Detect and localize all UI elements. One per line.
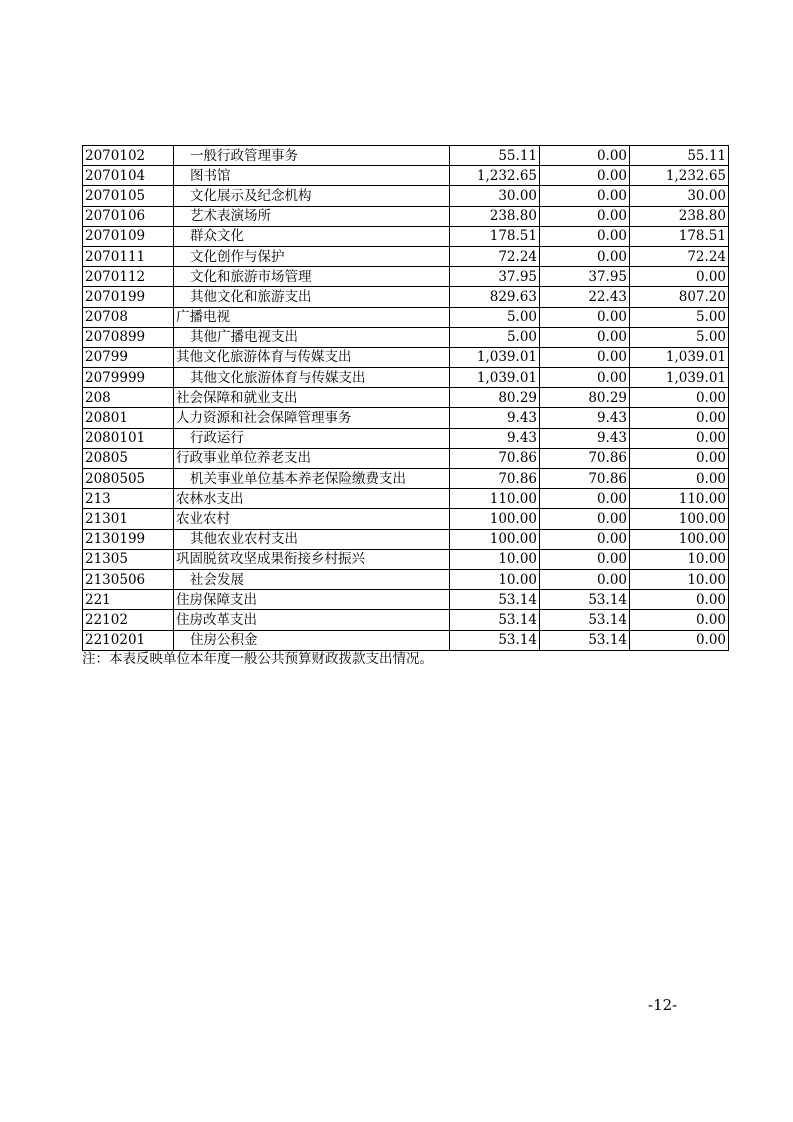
subject-name-cell: 行政运行: [174, 428, 450, 448]
table-row: [83, 166, 729, 186]
project-expenditure-cell: 238.80: [630, 206, 729, 226]
table-row: [83, 529, 729, 549]
subject-code-cell: 2070111: [83, 246, 174, 266]
subject-code-cell: 2070104: [83, 166, 174, 186]
basic-expenditure-cell: 0.00: [540, 186, 630, 206]
subject-name-cell: 行政事业单位养老支出: [174, 448, 450, 468]
total-amount-cell: 100.00: [450, 509, 540, 529]
table-row: [83, 146, 729, 166]
subject-code-cell: 2070112: [83, 267, 174, 287]
subject-name-cell: 住房公积金: [174, 630, 450, 650]
subject-name-cell: 艺术表演场所: [174, 206, 450, 226]
total-amount-cell: 53.14: [450, 610, 540, 630]
project-expenditure-cell: 5.00: [630, 327, 729, 347]
subject-code-cell: 221: [83, 590, 174, 610]
subject-code-cell: 2070109: [83, 226, 174, 246]
total-amount-cell: 80.29: [450, 388, 540, 408]
basic-expenditure-cell: 0.00: [540, 569, 630, 589]
total-amount-cell: 100.00: [450, 529, 540, 549]
project-expenditure-cell: 1,039.01: [630, 347, 729, 367]
table-body: [83, 146, 729, 651]
subject-name-cell: 一般行政管理事务: [174, 146, 450, 166]
total-amount-cell: 72.24: [450, 246, 540, 266]
basic-expenditure-cell: 80.29: [540, 388, 630, 408]
subject-name-cell: 人力资源和社会保障管理事务: [174, 408, 450, 428]
subject-name-cell: 其他文化旅游体育与传媒支出: [174, 368, 450, 388]
subject-code-cell: 2079999: [83, 368, 174, 388]
subject-name-cell: 农业农村: [174, 509, 450, 529]
total-amount-cell: 55.11: [450, 146, 540, 166]
project-expenditure-cell: 10.00: [630, 569, 729, 589]
subject-name-cell: 文化创作与保护: [174, 246, 450, 266]
basic-expenditure-cell: 0.00: [540, 549, 630, 569]
subject-name-cell: 巩固脱贫攻坚成果衔接乡村振兴: [174, 549, 450, 569]
basic-expenditure-cell: 53.14: [540, 630, 630, 650]
table-row: [83, 368, 729, 388]
total-amount-cell: 5.00: [450, 307, 540, 327]
project-expenditure-cell: 0.00: [630, 590, 729, 610]
subject-code-cell: 2080101: [83, 428, 174, 448]
project-expenditure-cell: 0.00: [630, 267, 729, 287]
subject-code-cell: 20708: [83, 307, 174, 327]
total-amount-cell: 110.00: [450, 489, 540, 509]
total-amount-cell: 5.00: [450, 327, 540, 347]
total-amount-cell: 238.80: [450, 206, 540, 226]
subject-name-cell: 文化和旅游市场管理: [174, 267, 450, 287]
project-expenditure-cell: 100.00: [630, 509, 729, 529]
subject-name-cell: 其他广播电视支出: [174, 327, 450, 347]
basic-expenditure-cell: 37.95: [540, 267, 630, 287]
project-expenditure-cell: 807.20: [630, 287, 729, 307]
subject-code-cell: 2070102: [83, 146, 174, 166]
table-row: [83, 307, 729, 327]
table-row: [83, 267, 729, 287]
subject-name-cell: 农林水支出: [174, 489, 450, 509]
total-amount-cell: 70.86: [450, 448, 540, 468]
project-expenditure-cell: 10.00: [630, 549, 729, 569]
subject-name-cell: 图书馆: [174, 166, 450, 186]
subject-code-cell: 21305: [83, 549, 174, 569]
basic-expenditure-cell: 0.00: [540, 166, 630, 186]
project-expenditure-cell: 1,039.01: [630, 368, 729, 388]
table-row: [83, 549, 729, 569]
table-row: [83, 287, 729, 307]
subject-code-cell: 2210201: [83, 630, 174, 650]
table-row: [83, 327, 729, 347]
total-amount-cell: 9.43: [450, 408, 540, 428]
table-row: [83, 347, 729, 367]
table-row: [83, 630, 729, 650]
subject-name-cell: 群众文化: [174, 226, 450, 246]
basic-expenditure-cell: 70.86: [540, 448, 630, 468]
basic-expenditure-cell: 9.43: [540, 428, 630, 448]
total-amount-cell: 9.43: [450, 428, 540, 448]
table-row: [83, 226, 729, 246]
subject-name-cell: 其他文化旅游体育与传媒支出: [174, 347, 450, 367]
total-amount-cell: 1,039.01: [450, 368, 540, 388]
project-expenditure-cell: 0.00: [630, 388, 729, 408]
total-amount-cell: 37.95: [450, 267, 540, 287]
subject-name-cell: 住房保障支出: [174, 590, 450, 610]
table-row: [83, 246, 729, 266]
budget-expenditure-table: [82, 145, 729, 651]
subject-name-cell: 广播电视: [174, 307, 450, 327]
subject-name-cell: 机关事业单位基本养老保险缴费支出: [174, 469, 450, 489]
table-row: [83, 186, 729, 206]
total-amount-cell: 829.63: [450, 287, 540, 307]
table-row: [83, 448, 729, 468]
total-amount-cell: 1,039.01: [450, 347, 540, 367]
table-row: [83, 489, 729, 509]
total-amount-cell: 178.51: [450, 226, 540, 246]
total-amount-cell: 10.00: [450, 549, 540, 569]
total-amount-cell: 53.14: [450, 630, 540, 650]
subject-name-cell: 文化展示及纪念机构: [174, 186, 450, 206]
basic-expenditure-cell: 0.00: [540, 327, 630, 347]
basic-expenditure-cell: 70.86: [540, 469, 630, 489]
project-expenditure-cell: 0.00: [630, 408, 729, 428]
basic-expenditure-cell: 0.00: [540, 226, 630, 246]
basic-expenditure-cell: 53.14: [540, 610, 630, 630]
project-expenditure-cell: 0.00: [630, 469, 729, 489]
project-expenditure-cell: 110.00: [630, 489, 729, 509]
basic-expenditure-cell: 9.43: [540, 408, 630, 428]
basic-expenditure-cell: 0.00: [540, 509, 630, 529]
table-row: [83, 509, 729, 529]
subject-name-cell: 其他农业农村支出: [174, 529, 450, 549]
basic-expenditure-cell: 53.14: [540, 590, 630, 610]
total-amount-cell: 1,232.65: [450, 166, 540, 186]
basic-expenditure-cell: 0.00: [540, 489, 630, 509]
total-amount-cell: 70.86: [450, 469, 540, 489]
table-row: [83, 428, 729, 448]
project-expenditure-cell: 0.00: [630, 610, 729, 630]
table-row: [83, 590, 729, 610]
project-expenditure-cell: 178.51: [630, 226, 729, 246]
basic-expenditure-cell: 0.00: [540, 246, 630, 266]
basic-expenditure-cell: 0.00: [540, 307, 630, 327]
basic-expenditure-cell: 0.00: [540, 347, 630, 367]
subject-name-cell: 社会发展: [174, 569, 450, 589]
table-row: [83, 206, 729, 226]
table-note: 注：本表反映单位本年度一般公共预算财政拨款支出情况。: [82, 651, 433, 667]
basic-expenditure-cell: 22.43: [540, 287, 630, 307]
page-number: -12-: [648, 996, 678, 1014]
total-amount-cell: 30.00: [450, 186, 540, 206]
table-row: [83, 388, 729, 408]
basic-expenditure-cell: 0.00: [540, 529, 630, 549]
project-expenditure-cell: 0.00: [630, 448, 729, 468]
subject-code-cell: 2070899: [83, 327, 174, 347]
basic-expenditure-cell: 0.00: [540, 368, 630, 388]
subject-name-cell: 其他文化和旅游支出: [174, 287, 450, 307]
subject-code-cell: 2070106: [83, 206, 174, 226]
total-amount-cell: 53.14: [450, 590, 540, 610]
total-amount-cell: 10.00: [450, 569, 540, 589]
subject-code-cell: 213: [83, 489, 174, 509]
subject-code-cell: 21301: [83, 509, 174, 529]
subject-name-cell: 社会保障和就业支出: [174, 388, 450, 408]
table-row: [83, 569, 729, 589]
subject-code-cell: 2130199: [83, 529, 174, 549]
project-expenditure-cell: 0.00: [630, 630, 729, 650]
table-row: [83, 469, 729, 489]
table-row: [83, 408, 729, 428]
subject-code-cell: 2080505: [83, 469, 174, 489]
subject-code-cell: 2070105: [83, 186, 174, 206]
project-expenditure-cell: 1,232.65: [630, 166, 729, 186]
table-row: [83, 610, 729, 630]
project-expenditure-cell: 100.00: [630, 529, 729, 549]
project-expenditure-cell: 5.00: [630, 307, 729, 327]
project-expenditure-cell: 72.24: [630, 246, 729, 266]
basic-expenditure-cell: 0.00: [540, 206, 630, 226]
subject-code-cell: 2070199: [83, 287, 174, 307]
basic-expenditure-cell: 0.00: [540, 146, 630, 166]
subject-code-cell: 208: [83, 388, 174, 408]
project-expenditure-cell: 30.00: [630, 186, 729, 206]
subject-code-cell: 20805: [83, 448, 174, 468]
subject-code-cell: 22102: [83, 610, 174, 630]
project-expenditure-cell: 0.00: [630, 428, 729, 448]
subject-code-cell: 20799: [83, 347, 174, 367]
subject-code-cell: 2130506: [83, 569, 174, 589]
project-expenditure-cell: 55.11: [630, 146, 729, 166]
subject-code-cell: 20801: [83, 408, 174, 428]
subject-name-cell: 住房改革支出: [174, 610, 450, 630]
